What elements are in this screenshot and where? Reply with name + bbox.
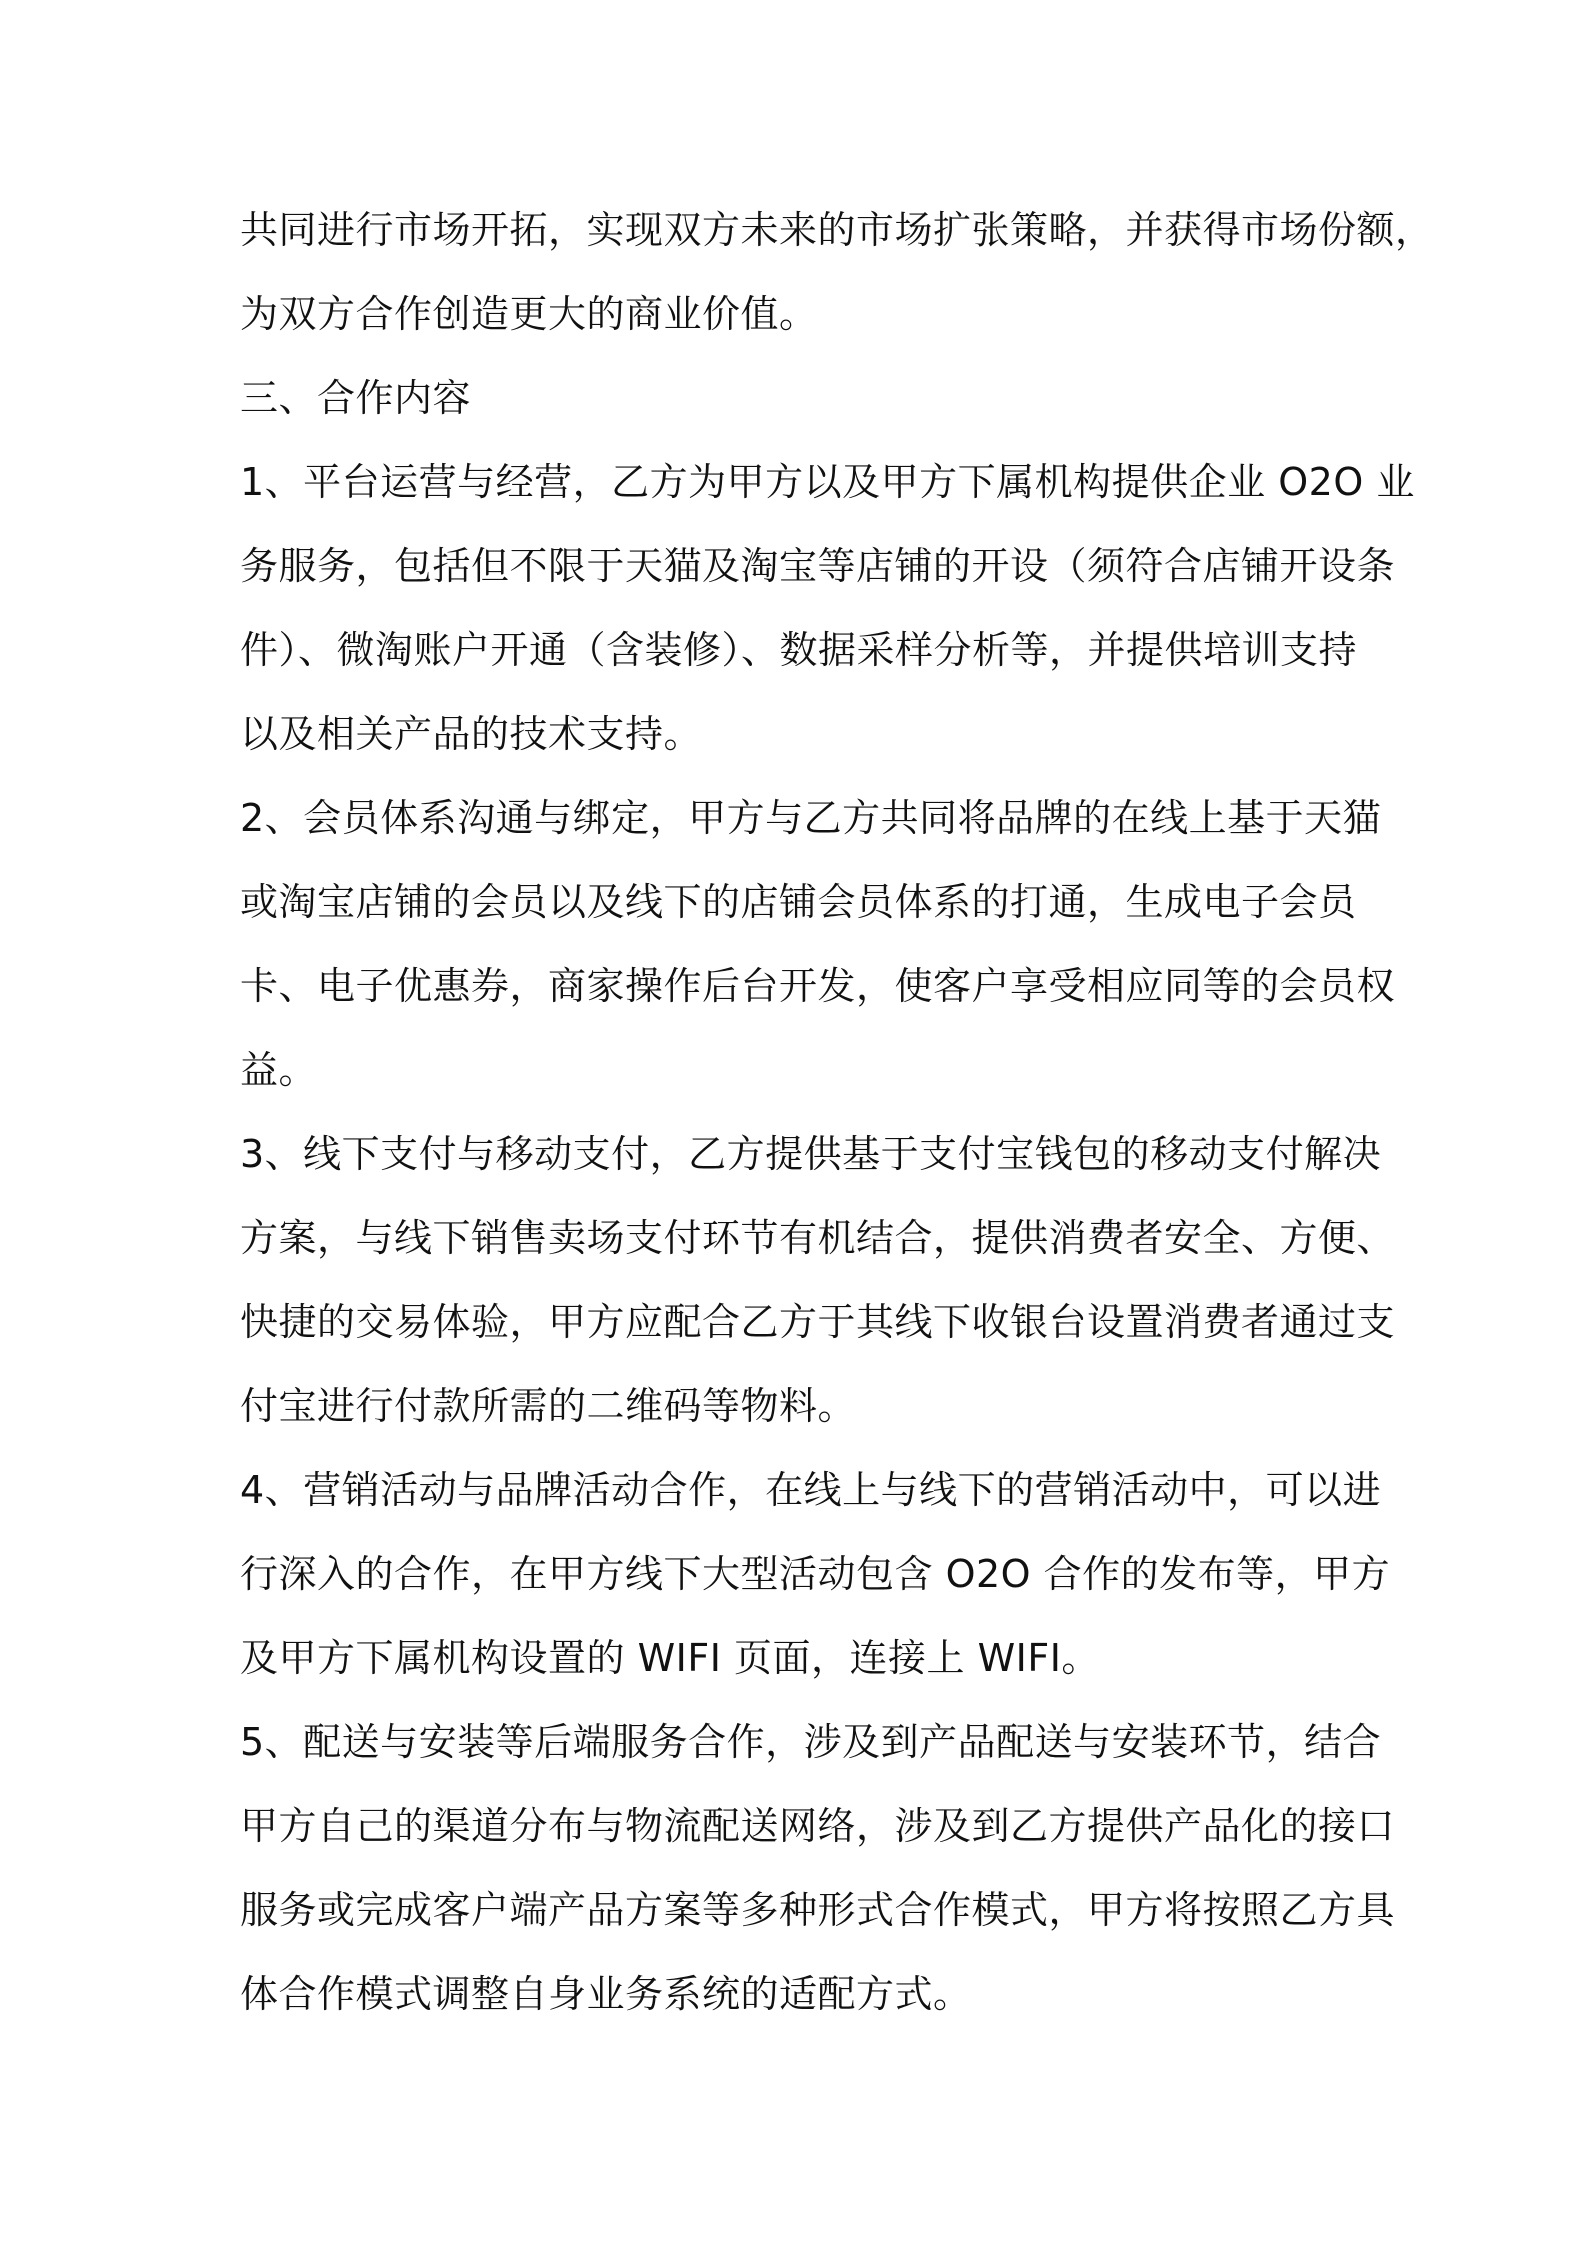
- item-3-paragraph: [240, 1112, 1396, 1448]
- item-1-line: 务服务，包括但不限于天猫及淘宝等店铺的开设（须符合店铺开设条: [240, 544, 1396, 588]
- item-2-paragraph: [240, 776, 1396, 1112]
- item-4-paragraph: [240, 1448, 1391, 1700]
- intro-line: 为双方合作创造更大的商业价值。: [240, 292, 818, 336]
- item-3-line: 快捷的交易体验，甲方应配合乙方于其线下收银台设置消费者通过支: [240, 1300, 1396, 1344]
- section-heading: [240, 356, 1358, 440]
- item-4-line: 及甲方下属机构设置的 WIFI 页面，连接上 WIFI。: [240, 1636, 1100, 1680]
- item-1-line: 以及相关产品的技术支持。: [240, 712, 703, 756]
- item-1-paragraph: [240, 440, 1415, 776]
- item-4-line: 4、营销活动与品牌活动合作，在线上与线下的营销活动中，可以进: [240, 1468, 1382, 1512]
- item-1-line: 件）、微淘账户开通（含装修）、数据采样分析等，并提供培训支持: [240, 628, 1358, 672]
- intro-line: 共同进行市场开拓，实现双方未来的市场扩张策略，并获得市场份额，: [240, 208, 1434, 252]
- document-body: [240, 188, 1434, 2036]
- item-5-line: 甲方自己的渠道分布与物流配送网络，涉及到乙方提供产品化的接口: [240, 1804, 1396, 1848]
- item-2-line: 或淘宝店铺的会员以及线下的店铺会员体系的打通，生成电子会员: [240, 880, 1357, 924]
- item-4-line: 行深入的合作，在甲方线下大型活动包含 O2O 合作的发布等，甲方: [240, 1552, 1391, 1596]
- item-3-line: 付宝进行付款所需的二维码等物料。: [240, 1384, 857, 1428]
- item-3-line: 方案，与线下销售卖场支付环节有机结合，提供消费者安全、方便、: [240, 1216, 1396, 1260]
- section-heading-text: 三、合作内容: [240, 376, 472, 420]
- item-2-line: 卡、电子优惠券，商家操作后台开发，使客户享受相应同等的会员权: [240, 964, 1396, 1008]
- item-2-line: 益。: [240, 1048, 318, 1092]
- item-5-paragraph: [240, 1700, 1396, 2036]
- item-5-line: 服务或完成客户端产品方案等多种形式合作模式，甲方将按照乙方具: [240, 1888, 1396, 1932]
- intro-paragraph: [240, 188, 1434, 356]
- item-3-line: 3、线下支付与移动支付，乙方提供基于支付宝钱包的移动支付解决: [240, 1132, 1382, 1176]
- item-5-line: 体合作模式调整自身业务系统的适配方式。: [240, 1972, 972, 2016]
- item-5-line: 5、配送与安装等后端服务合作，涉及到产品配送与安装环节，结合: [240, 1720, 1382, 1764]
- item-2-line: 2、会员体系沟通与绑定，甲方与乙方共同将品牌的在线上基于天猫: [240, 796, 1382, 840]
- item-1-line: 1、平台运营与经营，乙方为甲方以及甲方下属机构提供企业 O2O 业: [240, 460, 1415, 504]
